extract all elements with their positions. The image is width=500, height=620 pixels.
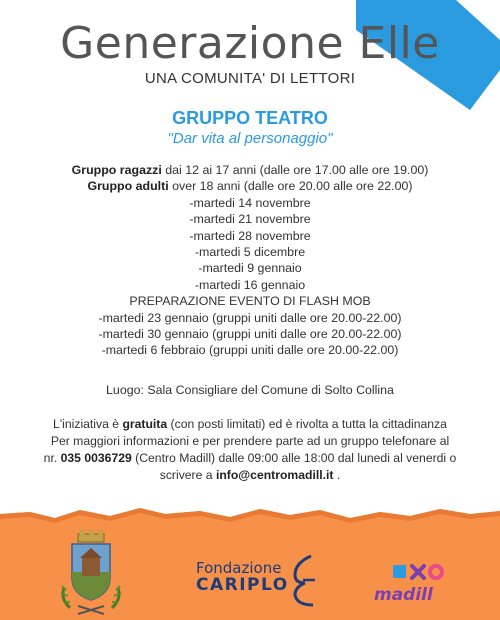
- info-text: nr.: [43, 451, 61, 465]
- info-line: [0, 450, 500, 467]
- info-text: L'iniziativa è: [53, 417, 123, 431]
- info-text: (Centro Madill) dalle 09:00 alle 18:00 dal lunedi al venerdi o: [131, 451, 457, 465]
- info-line: [0, 416, 500, 433]
- cariplo-mark-icon: [289, 553, 319, 607]
- event-date-item: -martedi 6 febbraio (gruppi uniti dalle ore 20.00-22.00): [101, 343, 399, 358]
- email-link[interactable]: info@centromadill.it: [215, 468, 334, 482]
- group-label: Gruppo adulti: [87, 179, 169, 194]
- info-block: [0, 416, 500, 484]
- cariplo-line2: CARIPLO: [196, 575, 289, 595]
- info-emphasis: gratuita: [122, 417, 168, 431]
- date-item: -martedi 21 novembre: [189, 212, 311, 227]
- page-subtitle: UNA COMUNITA' DI LETTORI: [144, 70, 356, 87]
- section-title: GRUPPO TEATRO: [172, 108, 328, 128]
- schedule: [0, 162, 500, 359]
- date-item: -martedi 5 dicembre: [194, 245, 306, 260]
- group-ragazzi: [0, 162, 500, 178]
- phone-number[interactable]: 035 0036729: [60, 451, 132, 465]
- event-date-item: -martedi 30 gennaio (gruppi uniti dalle ore 20.00-22.00): [98, 327, 402, 342]
- group-text: dai 12 ai 17 anni (dalle ore 17.00 alle ore 19.00): [161, 163, 429, 177]
- info-text: .: [333, 468, 341, 482]
- date-item: -martedi 14 novembre: [189, 195, 311, 210]
- date-item: -martedi 16 gennaio: [194, 277, 306, 292]
- group-label: Gruppo ragazzi: [71, 163, 162, 177]
- section-header: [0, 108, 500, 147]
- cariplo-line1: Fondazione: [196, 559, 282, 577]
- date-item: -martedi 9 gennaio: [198, 261, 302, 276]
- info-line: [0, 467, 500, 484]
- event-heading: PREPARAZIONE EVENTO DI FLASH MOB: [129, 294, 371, 309]
- date-item: -martedi 28 novembre: [189, 228, 311, 243]
- event-date-item: -martedi 23 gennaio (gruppi uniti dalle ore 20.00-22.00): [98, 310, 402, 325]
- section-subtitle: "Dar vita al personaggio": [167, 130, 333, 147]
- madill-wordmark: madill: [374, 585, 433, 605]
- info-text: (con posti limitati) ed è rivolta a tutta la cittadinanza: [167, 417, 447, 431]
- location-text: Luogo: Sala Consigliare del Comune di Solto Collina: [106, 383, 394, 397]
- comune-crest-icon: [56, 528, 126, 616]
- info-text: scrivere a: [159, 468, 216, 482]
- group-text: over 18 anni (dalle ore 20.00 alle ore 22.00): [168, 179, 413, 194]
- info-line: Per maggiori informazioni e per prendere parte ad un gruppo telefonare al: [50, 434, 450, 448]
- page-title: Generazione Elle: [60, 18, 440, 69]
- group-adulti: [0, 178, 500, 194]
